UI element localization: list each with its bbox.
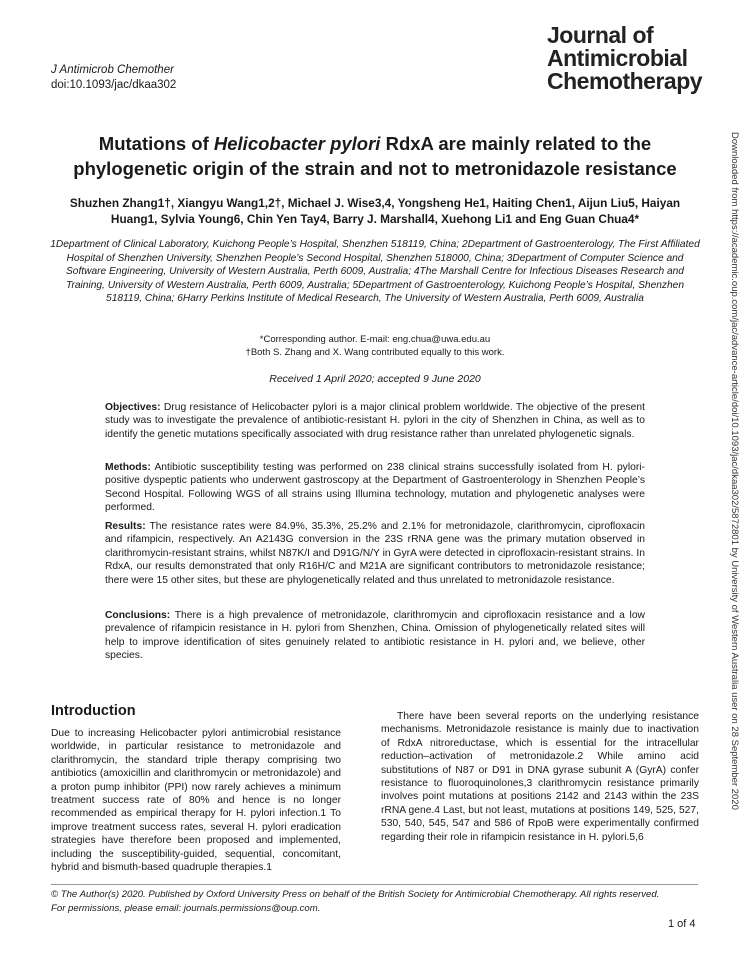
methods-text: Antibiotic susceptibility testing was performed on 238 clinical strains successfully isolated from H. pylori-positive dyspeptic patients who underwent gastroscopy at the Department of Gastroenterology in Shenzhen People’s Second Hospital. Following WGS of all strains using Illumina technology, mutation and phylogenetic analyses were performed. (105, 462, 645, 514)
conclusions-label: Conclusions: (105, 610, 171, 621)
introduction-left-column: Due to increasing Helicobacter pylori antimicrobial resistance worldwide, in particular resistance to metronidazole and clarithromycin, the standard triple therapy comprising two antibiotics (amoxicillin and clarithromycin or metronidazole) and a proton pump inhibitor (PPI) now rarely achieves a minimum treatment success rate of 80% and hence is no longer recommended as empirical therapy for H. pylori infection.1 To improve treatment success rates, several H. pylori eradication strategies have therefore been proposed and implemented, including the susceptibility-guided, sequential, concomitant, hybrid and bismuth-based quadruple therapies.1 (51, 728, 341, 874)
footer-divider (51, 884, 698, 885)
introduction-right-column: There have been several reports on the underlying resistance mechanisms. Metronidazole resistance is mainly due to inactivation of RdxA nitroreductase, which is essential for the intracellular reduction–activation of metronidazole.2 While amino acid substitutions of N87 or D91 in DNA gyrase subunit A (GyrA) confer resistance to fluoroquinolones,3 clarithromycin resistance primarily involves point mutations at positions 2142 and 2143 within the 23S rRNA gene.4 Last, but not least, mutations at positions 149, 525, 527, 530, 540, 545, 547 and 586 of RpoB were experimentally confirmed regarding their role in rifampicin resistance in H. pylori.5,6 (381, 711, 699, 843)
results-text: The resistance rates were 84.9%, 35.3%, 25.2% and 2.1% for metronidazole, clarithromycin, ciprofloxacin and rifampicin, respectively. An A2143G conversion in the 23S rRNA gene was the primary mutation observed in clarithromycin-resistant strains, whilst N87K/I and D91G/N/Y in GyrA were detected in ciprofloxacin-resistant strains. In RdxA, our results demonstrated that only R16H/C and M21A are significant contributors to metronidazole resistance; there were 15 other sites, but these are phylogenetically related and thus unrelated to metronidazole resistance. (105, 521, 645, 586)
title-part-1: Mutations of (98, 133, 214, 154)
title-part-2: RdxA are mainly related to the phylogenetic origin of the strain and not to metronidazole resistance (73, 133, 677, 179)
logo-line-1: Journal of (547, 22, 654, 48)
abstract-results (105, 520, 645, 587)
download-side-note: Downloaded from https://academic.oup.com/jac/advance-article/doi/10.1093/jac/dkaa302/5872801 by University of Western Australia user on 28 September 2020 (729, 132, 740, 810)
corresponding-author: *Corresponding author. E-mail: eng.chua@uwa.edu.au (259, 334, 491, 345)
results-label: Results: (105, 521, 146, 532)
permissions-text: For permissions, please email: journals.permissions@oup.com. (51, 902, 321, 914)
methods-label: Methods: (105, 462, 151, 473)
title-italic: Helicobacter pylori (213, 133, 381, 154)
affiliations: 1Department of Clinical Laboratory, Kuichong People’s Hospital, Shenzhen 518119, China; 2Department of Gastroenterology, The First Affiliated Hospital of Shenzhen University, Shenzhen People’s Second Hospital, Shenzhen 518000, China; 3Department of Computer Science and Software Engineering, University of Western Australia, Perth 6009, Australia; 4The Marshall Centre for Infectious Diseases Research and Training, University of Western Australia, Perth 6009, Australia; 5Department of Gastroenterology, Kuichong People’s Hospital, Shenzhen 518119, China; 6Harry Perkins Institute of Medical Research, The University of Western Australia, Perth 6009, Australia (50, 239, 700, 304)
conclusions-text: There is a high prevalence of metronidazole, clarithromycin and ciprofloxacin resistance and a low prevalence of rifampicin resistance in H. pylori from Shenzhen, China. Omission of phylogenetically related sites will help to improve identification of sites genuinely related to antibiotic resistance in H. pylori and, we believe, other species. (105, 610, 645, 662)
abstract-objectives (105, 401, 645, 441)
correspondence-block (50, 333, 700, 359)
author-list: Shuzhen Zhang1†, Xiangyu Wang1,2†, Michael J. Wise3,4, Yongsheng He1, Haiting Chen1, Aijun Liu5, Haiyan Huang1, Sylvia Young6, Chin Yen Tay4, Barry J. Marshall4, Xuehong Li1 and Eng Guan Chua4* (69, 196, 681, 226)
logo-line-3: Chemotherapy (547, 68, 703, 94)
copyright-text: © The Author(s) 2020. Published by Oxford University Press on behalf of the British Society for Antimicrobial Chemotherapy. All rights reserved. (51, 889, 660, 900)
abstract-conclusions (105, 609, 645, 663)
equal-contribution-note: †Both S. Zhang and X. Wang contributed equally to this work. (245, 347, 505, 358)
doi: doi:10.1093/jac/dkaa302 (51, 79, 177, 91)
abstract-methods (105, 461, 645, 515)
journal-short-name: J Antimicrob Chemother (51, 64, 174, 76)
copyright-block (51, 888, 711, 915)
article-title (40, 131, 710, 181)
objectives-text: Drug resistance of Helicobacter pylori is a major clinical problem worldwide. The objective of the present study was to investigate the prevalence of antibiotic-resistant H. pylori in the city of Shenzhen in China, as well as to identify the genetic mutations specifically associated with drug resistance rather than unrelated phylogenetic signals. (105, 402, 645, 440)
journal-logo (547, 24, 722, 93)
objectives-label: Objectives: (105, 402, 161, 413)
received-dates: Received 1 April 2020; accepted 9 June 2020 (269, 373, 481, 385)
introduction-heading: Introduction (51, 703, 136, 719)
logo-line-2: Antimicrobial (547, 45, 688, 71)
page-number: 1 of 4 (668, 918, 696, 930)
